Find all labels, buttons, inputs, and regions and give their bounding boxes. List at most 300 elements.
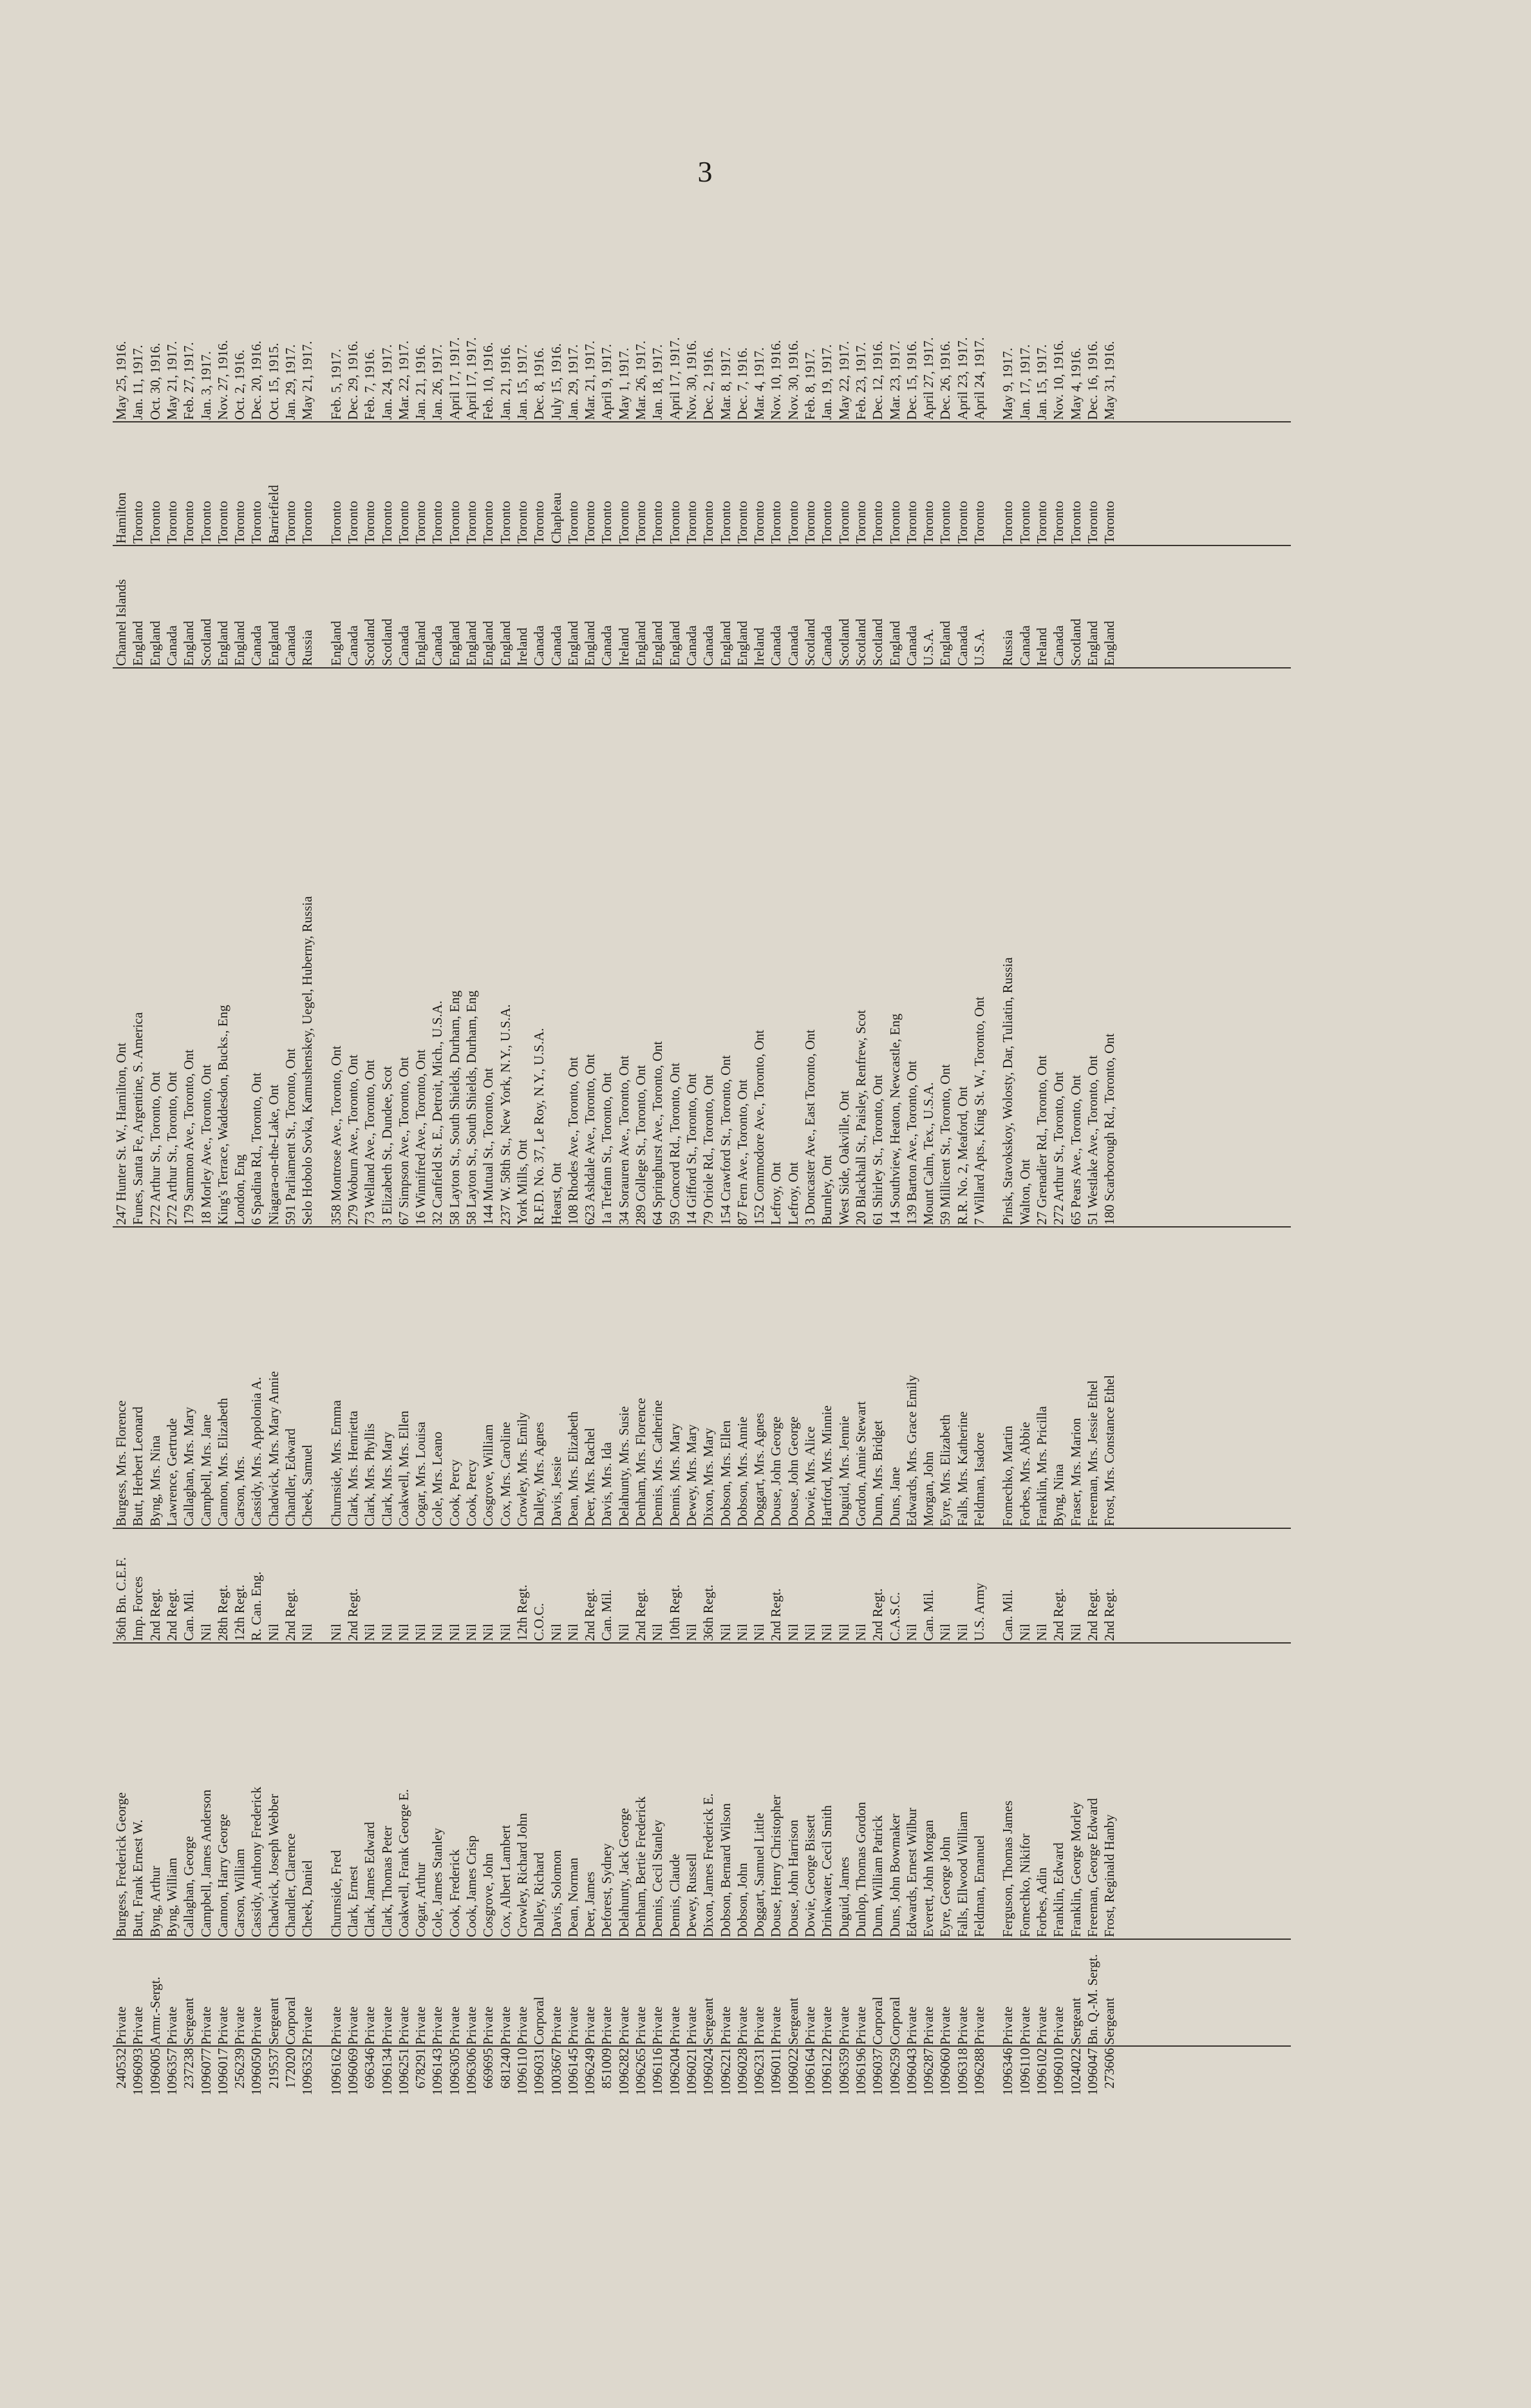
next-of-kin: Cassidy, Mrs. Appolonia A. <box>249 1377 265 1526</box>
rank: Private <box>683 2006 699 2045</box>
address: London, Eng <box>232 1154 248 1225</box>
soldier-name: Coakwell, Frank George E. <box>395 1789 411 1937</box>
soldier-name: Fomechko, Nikifor <box>1017 1834 1033 1937</box>
country-of-birth: England <box>497 621 513 666</box>
service-number: 1096318 <box>954 2048 970 2096</box>
address: York Mills, Ont <box>514 1139 530 1225</box>
date-of-enlistment: Mar. 26, 1917. <box>633 340 648 420</box>
service-number: 1096050 <box>249 2048 265 2096</box>
rank: Private <box>362 2006 378 2045</box>
place-of-enlistment: Toronto <box>299 500 315 544</box>
place-of-enlistment: Toronto <box>198 500 214 544</box>
next-of-kin: Davis, Jessie <box>548 1456 564 1526</box>
place-of-enlistment: Toronto <box>650 500 666 544</box>
table-row <box>700 251 717 2138</box>
former-unit: Can. Mil. <box>599 1589 615 1641</box>
table-row <box>785 251 802 2138</box>
next-of-kin: Byng, Nina <box>1051 1464 1067 1526</box>
soldier-name: Campbell, James Anderson <box>198 1789 214 1937</box>
next-of-kin: Churnside, Mrs. Emma <box>328 1400 344 1526</box>
next-of-kin: Deer, Mrs. Rachel <box>582 1427 598 1526</box>
table-row <box>299 251 315 2138</box>
rank: Private <box>633 2006 648 2045</box>
country-of-birth: England <box>480 621 496 666</box>
next-of-kin: Cole, Mrs. Leano <box>429 1432 446 1526</box>
former-unit: 36th Regt. <box>700 1584 717 1641</box>
date-of-enlistment: Jan. 11, 1917. <box>130 345 146 420</box>
rank: Private <box>395 2006 411 2045</box>
former-unit: 2nd Regt. <box>768 1588 784 1641</box>
former-unit: 2nd Regt. <box>1102 1588 1118 1641</box>
rank: Private <box>734 2006 750 2045</box>
next-of-kin: Cook, Percy <box>464 1459 479 1526</box>
former-unit: C.O.C. <box>531 1603 547 1641</box>
table-row <box>265 251 282 2138</box>
soldier-name: Churnside, Fred <box>328 1850 344 1937</box>
table-row <box>379 251 395 2138</box>
former-unit: Can. Mil. <box>921 1589 937 1641</box>
country-of-birth: Canada <box>395 625 411 666</box>
table-row <box>548 251 565 2138</box>
soldier-name: Clark, Thomas Peter <box>379 1826 395 1937</box>
former-unit: Nil <box>615 1624 632 1641</box>
service-number: 1096204 <box>666 2048 682 2096</box>
country-of-birth: Channel Islands <box>113 579 129 666</box>
place-of-enlistment: Toronto <box>954 500 970 544</box>
date-of-enlistment: May 22, 1917. <box>836 341 852 420</box>
service-number: 1096077 <box>198 2048 214 2096</box>
former-unit: Nil <box>734 1624 750 1641</box>
address: 144 Mutual St., Toronto, Ont <box>480 1068 496 1225</box>
country-of-birth: U.S.A. <box>921 629 937 666</box>
former-unit: Nil <box>785 1624 801 1641</box>
former-unit: Nil <box>198 1624 214 1641</box>
place-of-enlistment: Toronto <box>565 500 581 544</box>
soldier-name: Dunn, William Patrick <box>870 1815 886 1937</box>
address: 180 Scarborough Rd., Toronto, Ont <box>1102 1033 1118 1225</box>
service-number: 1096306 <box>464 2048 479 2096</box>
rank: Private <box>344 2006 361 2045</box>
address: 272 Arthur St., Toronto, Ont <box>164 1072 180 1225</box>
soldier-name: Deer, James <box>582 1872 598 1937</box>
soldier-name: Cassidy, Anthony Frederick <box>249 1787 265 1937</box>
former-unit: 2nd Regt. <box>1084 1588 1100 1641</box>
place-of-enlistment: Toronto <box>531 500 547 544</box>
service-number: 1096287 <box>921 2048 937 2096</box>
service-number: 1024022 <box>1067 2048 1084 2096</box>
service-number: 1096162 <box>328 2048 344 2096</box>
table-row <box>818 251 835 2138</box>
date-of-enlistment: Feb. 10, 1916. <box>480 342 496 420</box>
next-of-kin: Dixon, Mrs. Mary <box>700 1428 717 1526</box>
place-of-enlistment: Toronto <box>1084 500 1100 544</box>
rank: Corporal <box>887 1996 903 2045</box>
soldier-name: Cole, James Stanley <box>429 1828 446 1937</box>
country-of-birth: England <box>464 621 479 666</box>
service-number: 1096251 <box>395 2048 411 2096</box>
address: Lefroy, Ont <box>785 1162 801 1225</box>
date-of-enlistment: Feb. 7, 1916. <box>362 348 378 420</box>
country-of-birth: England <box>734 621 750 666</box>
country-of-birth: England <box>565 621 581 666</box>
place-of-enlistment: Toronto <box>1067 500 1084 544</box>
place-of-enlistment: Toronto <box>497 500 513 544</box>
address: 65 Pears Ave., Toronto, Ont <box>1067 1075 1084 1225</box>
next-of-kin: Hartford, Mrs. Minnie <box>819 1405 835 1526</box>
place-of-enlistment: Toronto <box>464 500 479 544</box>
country-of-birth: England <box>328 621 344 666</box>
country-of-birth: Canada <box>768 625 784 666</box>
next-of-kin: Feldman, Isadore <box>972 1432 987 1526</box>
next-of-kin: Forbes, Mrs. Abbie <box>1017 1421 1033 1526</box>
date-of-enlistment: Mar. 23, 1917. <box>887 340 903 420</box>
date-of-enlistment: May 1, 1917. <box>615 348 632 420</box>
former-unit: Nil <box>1067 1624 1084 1641</box>
place-of-enlistment: Toronto <box>395 500 411 544</box>
date-of-enlistment: Nov. 10, 1916. <box>1051 339 1067 420</box>
date-of-enlistment: May 4, 1916. <box>1067 348 1084 420</box>
former-unit: Can. Mil. <box>181 1589 197 1641</box>
date-of-enlistment: Nov. 27, 1916. <box>214 339 230 420</box>
soldier-name: Dennis, Claude <box>666 1853 682 1937</box>
rank: Private <box>1000 2006 1016 2045</box>
table-row <box>463 251 480 2138</box>
table-row <box>887 251 903 2138</box>
service-number: 681240 <box>497 2048 513 2089</box>
date-of-enlistment: Jan. 3, 1917. <box>198 351 214 420</box>
soldier-name: Burgess, Frederick George <box>113 1792 129 1937</box>
place-of-enlistment: Toronto <box>413 500 429 544</box>
former-unit: 2nd Regt. <box>1051 1588 1067 1641</box>
place-of-enlistment: Toronto <box>147 500 163 544</box>
place-of-enlistment: Toronto <box>666 500 682 544</box>
place-of-enlistment: Toronto <box>785 500 801 544</box>
date-of-enlistment: Jan. 18, 1917. <box>650 344 666 420</box>
next-of-kin: Dean, Mrs. Elizabeth <box>565 1411 581 1526</box>
place-of-enlistment: Toronto <box>768 500 784 544</box>
rank: Corporal <box>870 1996 886 2045</box>
soldier-name: Douse, John Harrison <box>785 1819 801 1937</box>
country-of-birth: Scotland <box>1067 618 1084 666</box>
table-row <box>514 251 531 2138</box>
country-of-birth: England <box>582 621 598 666</box>
rank: Corporal <box>531 1996 547 2045</box>
table-row <box>802 251 818 2138</box>
service-number: 1096145 <box>565 2048 581 2096</box>
address: Lefroy, Ont <box>768 1162 784 1225</box>
service-number: 669695 <box>480 2048 496 2089</box>
soldier-name: Dixon, James Frederick E. <box>700 1793 717 1937</box>
former-unit: Nil <box>751 1624 767 1641</box>
country-of-birth: Ireland <box>514 627 530 666</box>
service-number: 851009 <box>599 2048 615 2089</box>
next-of-kin: Duguid, Mrs. Jennie <box>836 1416 852 1526</box>
country-of-birth: England <box>147 621 163 666</box>
rank: Private <box>921 2006 937 2045</box>
address: 108 Rhodes Ave., Toronto, Ont <box>565 1057 581 1225</box>
table-row <box>344 251 361 2138</box>
service-number: 1096102 <box>1033 2048 1049 2096</box>
place-of-enlistment: Toronto <box>751 500 767 544</box>
next-of-kin: Crowley, Mrs. Emily <box>514 1412 530 1526</box>
table-row <box>164 251 180 2138</box>
country-of-birth: England <box>717 621 733 666</box>
rank: Private <box>1017 2006 1033 2045</box>
soldier-name: Chandler, Clarence <box>283 1833 298 1937</box>
table-row <box>214 251 231 2138</box>
service-number: 219537 <box>265 2048 281 2089</box>
place-of-enlistment: Toronto <box>1033 500 1049 544</box>
date-of-enlistment: May 21, 1917. <box>299 341 315 420</box>
country-of-birth: England <box>446 621 462 666</box>
country-of-birth: Ireland <box>615 627 632 666</box>
place-of-enlistment: Toronto <box>1000 500 1016 544</box>
date-of-enlistment: May 25, 1916. <box>113 341 129 420</box>
next-of-kin: Cogar, Mrs. Louisa <box>413 1421 429 1526</box>
table-row <box>920 251 937 2138</box>
address: 289 College St., Toronto, Ont <box>633 1065 648 1225</box>
soldier-name: Dean, Norman <box>565 1857 581 1937</box>
service-number: 678291 <box>413 2048 429 2089</box>
address: Pinsk, Stavokskoy, Wolosty, Dar, Tuliatin, Russia <box>1000 957 1016 1225</box>
table-row <box>1084 251 1101 2138</box>
country-of-birth: Canada <box>819 625 835 666</box>
country-of-birth: England <box>232 621 248 666</box>
next-of-kin: Douse, John George <box>768 1416 784 1526</box>
country-of-birth: Canada <box>344 625 361 666</box>
address: 358 Montrose Ave., Toronto, Ont <box>328 1045 344 1225</box>
address: R.F.D. No. 37, Le Roy, N.Y., U.S.A. <box>531 1028 547 1225</box>
country-of-birth: England <box>265 621 281 666</box>
place-of-enlistment: Toronto <box>836 500 852 544</box>
address: 58 Layton St., South Shields, Durham, Eng <box>464 991 479 1225</box>
date-of-enlistment: Oct. 30, 1916. <box>147 343 163 420</box>
service-number: 1096357 <box>164 2048 180 2096</box>
address: 237 W. 58th St., New York, N.Y., U.S.A. <box>497 1004 513 1225</box>
date-of-enlistment: July 15, 1916. <box>548 343 564 420</box>
soldier-name: Cook, James Crisp <box>464 1835 479 1937</box>
rank: Private <box>299 2006 315 2045</box>
service-number: 1096093 <box>130 2048 146 2096</box>
table-row <box>480 251 496 2138</box>
next-of-kin: Eyre, Mrs. Elizabeth <box>937 1414 953 1526</box>
page-number: 3 <box>697 155 713 188</box>
table-row <box>113 251 129 2138</box>
soldier-name: Carson, William <box>232 1848 248 1937</box>
place-of-enlistment: Hamilton <box>113 492 129 544</box>
soldier-name: Dalley, Richard <box>531 1852 547 1937</box>
soldier-name: Douse, Henry Christopher <box>768 1794 784 1937</box>
service-number: 1096196 <box>852 2048 869 2096</box>
rank: Private <box>464 2006 479 2045</box>
place-of-enlistment: Toronto <box>633 500 648 544</box>
rank: Sergeant <box>1067 1997 1084 2045</box>
next-of-kin: Douse, John George <box>785 1416 801 1526</box>
next-of-kin: Dunn, Mrs. Bridget <box>870 1420 886 1526</box>
rank: Private <box>497 2006 513 2045</box>
rank: Armr.-Sergt. <box>147 1977 163 2045</box>
service-number: 1096110 <box>514 2048 530 2095</box>
service-number: 1096231 <box>751 2048 767 2096</box>
next-of-kin: Cheek, Samuel <box>299 1444 315 1526</box>
rank: Private <box>819 2006 835 2045</box>
rank: Private <box>802 2006 818 2045</box>
table-row <box>937 251 953 2138</box>
soldier-name: Dewey, Russell <box>683 1853 699 1937</box>
table-row <box>999 251 1016 2138</box>
date-of-enlistment: Jan. 15, 1917. <box>514 344 530 420</box>
next-of-kin: Delahunty, Mrs. Susie <box>615 1406 632 1526</box>
address: West Side, Oakville, Ont <box>836 1090 852 1225</box>
soldier-name: Cosgrove, John <box>480 1853 496 1937</box>
address: 623 Ashdale Ave., Toronto, Ont <box>582 1054 598 1225</box>
place-of-enlistment: Toronto <box>1017 500 1033 544</box>
table-row <box>446 251 463 2138</box>
date-of-enlistment: Jan. 29, 1917. <box>565 344 581 420</box>
next-of-kin: Cook, Percy <box>446 1459 462 1526</box>
former-unit: Can. Mil. <box>1000 1589 1016 1641</box>
date-of-enlistment: May 31, 1916. <box>1102 341 1118 420</box>
rank: Private <box>198 2006 214 2045</box>
rank: Private <box>903 2006 919 2045</box>
service-number: 1096249 <box>582 2048 598 2096</box>
country-of-birth: England <box>214 621 230 666</box>
place-of-enlistment: Toronto <box>937 500 953 544</box>
next-of-kin: Davis, Mrs. Ida <box>599 1442 615 1526</box>
service-number: 1096346 <box>1000 2048 1016 2096</box>
place-of-enlistment: Toronto <box>717 500 733 544</box>
place-of-enlistment: Toronto <box>283 500 298 544</box>
address: 179 Sammon Ave., Toronto, Ont <box>181 1049 197 1225</box>
former-unit: 10th Regt. <box>666 1584 682 1641</box>
soldier-name: Forbes, Adin <box>1033 1867 1049 1937</box>
next-of-kin: Fraser, Mrs. Marion <box>1067 1417 1084 1526</box>
address: 272 Arthur St., Toronto, Ont <box>147 1072 163 1225</box>
service-number: 1096143 <box>429 2048 446 2096</box>
date-of-enlistment: Feb. 23, 1917. <box>852 342 869 420</box>
soldier-name: Denham, Bertie Frederick <box>633 1796 648 1937</box>
former-unit: Nil <box>362 1624 378 1641</box>
address: 73 Welland Ave., Toronto, Ont <box>362 1059 378 1225</box>
address: 1a Trefann St., Toronto, Ont <box>599 1072 615 1225</box>
rank: Bn. Q.-M. Sergt. <box>1084 1954 1100 2045</box>
country-of-birth: Canada <box>599 625 615 666</box>
table-row <box>751 251 767 2138</box>
date-of-enlistment: Dec. 12, 1916. <box>870 340 886 420</box>
soldier-name: Deforest, Sydney <box>599 1843 615 1937</box>
place-of-enlistment: Toronto <box>344 500 361 544</box>
country-of-birth: Scotland <box>870 618 886 666</box>
place-of-enlistment: Toronto <box>700 500 717 544</box>
rank: Private <box>130 2006 146 2045</box>
soldier-name: Eyre, George John <box>937 1836 953 1937</box>
rank: Private <box>852 2006 869 2045</box>
rank: Sergeant <box>181 1997 197 2045</box>
next-of-kin: Clark, Mrs. Mary <box>379 1432 395 1526</box>
date-of-enlistment: Dec. 16, 1916. <box>1084 340 1100 420</box>
next-of-kin: Byng, Mrs. Nina <box>147 1435 163 1526</box>
next-of-kin: Morgan, John <box>921 1451 937 1526</box>
place-of-enlistment: Toronto <box>582 500 598 544</box>
service-number: 1096069 <box>344 2048 361 2096</box>
rank: Private <box>599 2006 615 2045</box>
table-row <box>903 251 920 2138</box>
date-of-enlistment: Jan. 26, 1917. <box>429 344 446 420</box>
table-row <box>836 251 852 2138</box>
place-of-enlistment: Toronto <box>921 500 937 544</box>
place-of-enlistment: Toronto <box>379 500 395 544</box>
table-row <box>666 251 683 2138</box>
address: 591 Parliament St., Toronto, Ont <box>283 1048 298 1225</box>
next-of-kin: Dennis, Mrs. Mary <box>666 1423 682 1526</box>
rank: Private <box>937 2006 953 2045</box>
date-of-enlistment: Dec. 2, 1916. <box>700 347 717 420</box>
service-number: 237238 <box>181 2048 197 2089</box>
address: Burnley, Ont <box>819 1155 835 1225</box>
date-of-enlistment: Jan. 21, 1916. <box>497 344 513 420</box>
date-of-enlistment: Mar. 4, 1917. <box>751 347 767 420</box>
place-of-enlistment: Toronto <box>870 500 886 544</box>
address: 279 Woburn Ave., Toronto, Ont <box>344 1054 361 1225</box>
former-unit: Nil <box>464 1624 479 1641</box>
place-of-enlistment: Toronto <box>1102 500 1118 544</box>
place-of-enlistment: Toronto <box>249 500 265 544</box>
place-of-enlistment: Toronto <box>972 500 987 544</box>
service-number: 696346 <box>362 2048 378 2089</box>
rank: Private <box>1051 2006 1067 2045</box>
service-number: 1096288 <box>972 2048 987 2096</box>
date-of-enlistment: Jan. 19, 1917. <box>819 344 835 420</box>
rank: Corporal <box>283 1996 298 2045</box>
date-of-enlistment: Feb. 5, 1917. <box>328 348 344 420</box>
date-of-enlistment: April 23, 1917. <box>954 337 970 420</box>
country-of-birth: Canada <box>903 625 919 666</box>
next-of-kin: Gordon, Annie Stewart <box>852 1401 869 1526</box>
former-unit: 2nd Regt. <box>582 1588 598 1641</box>
next-of-kin: Franklin, Mrs. Pricilla <box>1033 1406 1049 1526</box>
next-of-kin: Denham, Mrs. Florence <box>633 1398 648 1526</box>
table-row <box>734 251 751 2138</box>
rank: Private <box>328 2006 344 2045</box>
date-of-enlistment: April 9, 1917. <box>599 344 615 420</box>
former-unit: Nil <box>1017 1624 1033 1641</box>
date-of-enlistment: Dec. 20, 1916. <box>249 340 265 420</box>
address: Mount Calm, Tex., U.S.A. <box>921 1082 937 1225</box>
table-row <box>649 251 666 2138</box>
soldier-name: Clark, James Edward <box>362 1821 378 1937</box>
place-of-enlistment: Toronto <box>615 500 632 544</box>
address: 152 Commodore Ave., Toronto, Ont <box>751 1030 767 1225</box>
rank: Private <box>615 2006 632 2045</box>
soldier-name: Doggart, Samuel Little <box>751 1812 767 1937</box>
soldier-name: Dobson, John <box>734 1863 750 1937</box>
next-of-kin: Falls, Mrs. Katherine <box>954 1411 970 1526</box>
soldier-name: Delahunty, Jack George <box>615 1808 632 1937</box>
place-of-enlistment: Toronto <box>514 500 530 544</box>
rank: Private <box>446 2006 462 2045</box>
date-of-enlistment: Oct. 15, 1915. <box>265 343 281 420</box>
service-number: 1096021 <box>683 2048 699 2096</box>
table-row <box>971 251 988 2138</box>
next-of-kin: Campbell, Mrs. Jane <box>198 1414 214 1526</box>
next-of-kin: Coakwell, Mrs. Ellen <box>395 1410 411 1526</box>
next-of-kin: Cannon, Mrs. Elizabeth <box>214 1398 230 1526</box>
former-unit: Nil <box>836 1624 852 1641</box>
former-unit: 12th Regt. <box>232 1584 248 1641</box>
address: 67 Simpson Ave., Toronto, Ont <box>395 1057 411 1225</box>
table-row <box>282 251 299 2138</box>
service-number: 1096031 <box>531 2048 547 2096</box>
